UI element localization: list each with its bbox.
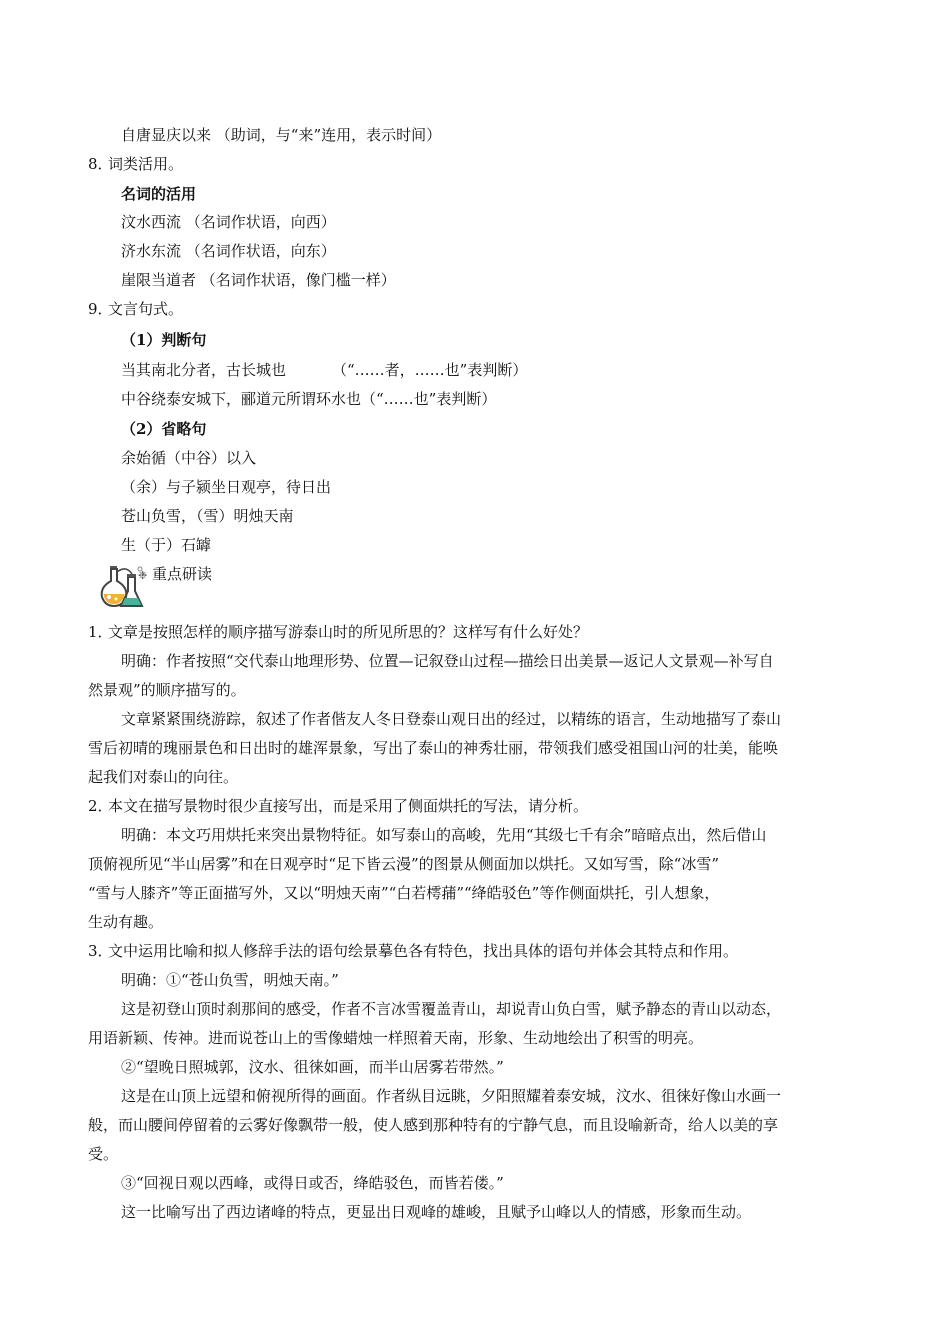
question-text: 本文在描写景物时很少直接写出，而是采用了侧面烘托的写法，请分析。: [108, 797, 589, 815]
question-heading: [88, 796, 588, 816]
paragraph-line: 明确：作者按照“交代泰山地理形势、位置—记叙登山过程—描绘日出美景—返记人文景观—补写自: [121, 652, 774, 670]
text-line: 汶水西流 （名词作状语，向西）: [121, 213, 336, 231]
paragraph-line: 般，而山腰间停留着的云雾好像飘带一般，使人感到那种特有的宁静气息，而且设喻新奇，给人以美的享: [88, 1116, 779, 1134]
paragraph-line: 雪后初晴的瑰丽景色和日出时的雄浑景象，写出了泰山的神秀壮丽，带领我们感受祖国山河的壮美，能唤: [88, 739, 779, 757]
text-line: 苍山负雪，（雪）明烛天南: [121, 507, 294, 525]
paragraph-line: “雪与人膝齐”等正面描写外，又以“明烛天南”“白若樗蒱”“绛皓驳色”等作侧面烘托，引人想象，: [88, 884, 720, 902]
item-number: 9．: [88, 300, 113, 318]
list-item-heading: [88, 154, 183, 174]
paragraph-line: 明确：本文巧用烘托来突出景物特征。如写泰山的高峻，先用“其级七千有余”暗暗点出，然后借山: [121, 826, 767, 844]
subheading: 名词的活用: [121, 185, 197, 203]
sentence-note: （“……者，……也”表判断）: [332, 361, 528, 379]
question-text: 文章是按照怎样的顺序描写游泰山时的所见所思的？这样写有什么好处？: [108, 623, 589, 641]
subheading: （2）省略句: [121, 420, 207, 438]
question-heading: [88, 941, 738, 961]
paragraph-line: 明确：①“苍山负雪，明烛天南。”: [121, 971, 339, 989]
list-item-heading: [88, 299, 183, 319]
paragraph-line: 然景观”的顺序描写的。: [88, 681, 246, 699]
item-number: 1．: [88, 623, 113, 641]
text-line: 自唐显庆以来 （助词，与“来”连用，表示时间）: [121, 126, 442, 144]
paragraph-line: 起我们对泰山的向往。: [88, 768, 239, 786]
section-title: [138, 564, 212, 586]
paragraph-line: 受。: [88, 1145, 119, 1163]
item-number: 3．: [88, 942, 113, 960]
subheading: （1）判断句: [121, 331, 207, 349]
text-line: 崖限当道者 （名词作状语，像门槛一样）: [121, 271, 396, 289]
paragraph-line: 这一比喻写出了西边诸峰的特点，更显出日观峰的雄峻，且赋予山峰以人的情感，形象而生动。: [121, 1203, 752, 1221]
sentence: 当其南北分者，古长城也: [121, 361, 287, 379]
text-line: [121, 360, 527, 380]
text-line: （余）与子颍坐日观亭，待日出: [121, 478, 332, 496]
text-line: 中谷绕泰安城下，郦道元所谓环水也（“……也”表判断）: [121, 390, 497, 408]
sparkle-icon: ❉: [138, 569, 148, 582]
paragraph-line: 这是初登山顶时刹那间的感受，作者不言冰雪覆盖青山，却说青山负白雪，赋予静态的青山以动态，: [121, 1000, 782, 1018]
text-line: 生（于）石罅: [121, 536, 212, 554]
text-line: 济水东流 （名词作状语，向东）: [121, 242, 336, 260]
paragraph-line: 文章紧紧围绕游踪，叙述了作者偕友人冬日登泰山观日出的经过，以精练的语言，生动地描写了泰山: [121, 710, 782, 728]
section-title-text: 重点研读: [152, 565, 213, 583]
question-text: 文中运用比喻和拟人修辞手法的语句绘景摹色各有特色，找出具体的语句并体会其特点和作用。: [108, 942, 739, 960]
item-number: 8．: [88, 155, 113, 173]
item-title: 文言句式。: [108, 300, 184, 318]
paragraph-line: 用语新颖、传神。进而说苍山上的雪像蜡烛一样照着天南，形象、生动地绘出了积雪的明亮。: [88, 1029, 704, 1047]
paragraph-line: 这是在山顶上远望和俯视所得的画面。作者纵目远眺，夕阳照耀着泰安城，汶水、徂徕好像山水画一: [121, 1087, 782, 1105]
paragraph-line: 生动有趣。: [88, 913, 164, 931]
paragraph-line: ②“望晚日照城郭，汶水、徂徕如画，而半山居雾若带然。”: [121, 1058, 504, 1076]
item-number: 2．: [88, 797, 113, 815]
item-title: 词类活用。: [108, 155, 184, 173]
text-line: 余始循（中谷）以入: [121, 449, 257, 467]
paragraph-line: 顶俯视所见“半山居雾”和在日观亭时“足下皆云漫”的图景从侧面加以烘托。又如写雪，除“冰雪”: [88, 855, 720, 873]
paragraph-line: ③“回视日观以西峰，或得日或否，绛皓驳色，而皆若偻。”: [121, 1174, 504, 1192]
question-heading: [88, 622, 588, 642]
